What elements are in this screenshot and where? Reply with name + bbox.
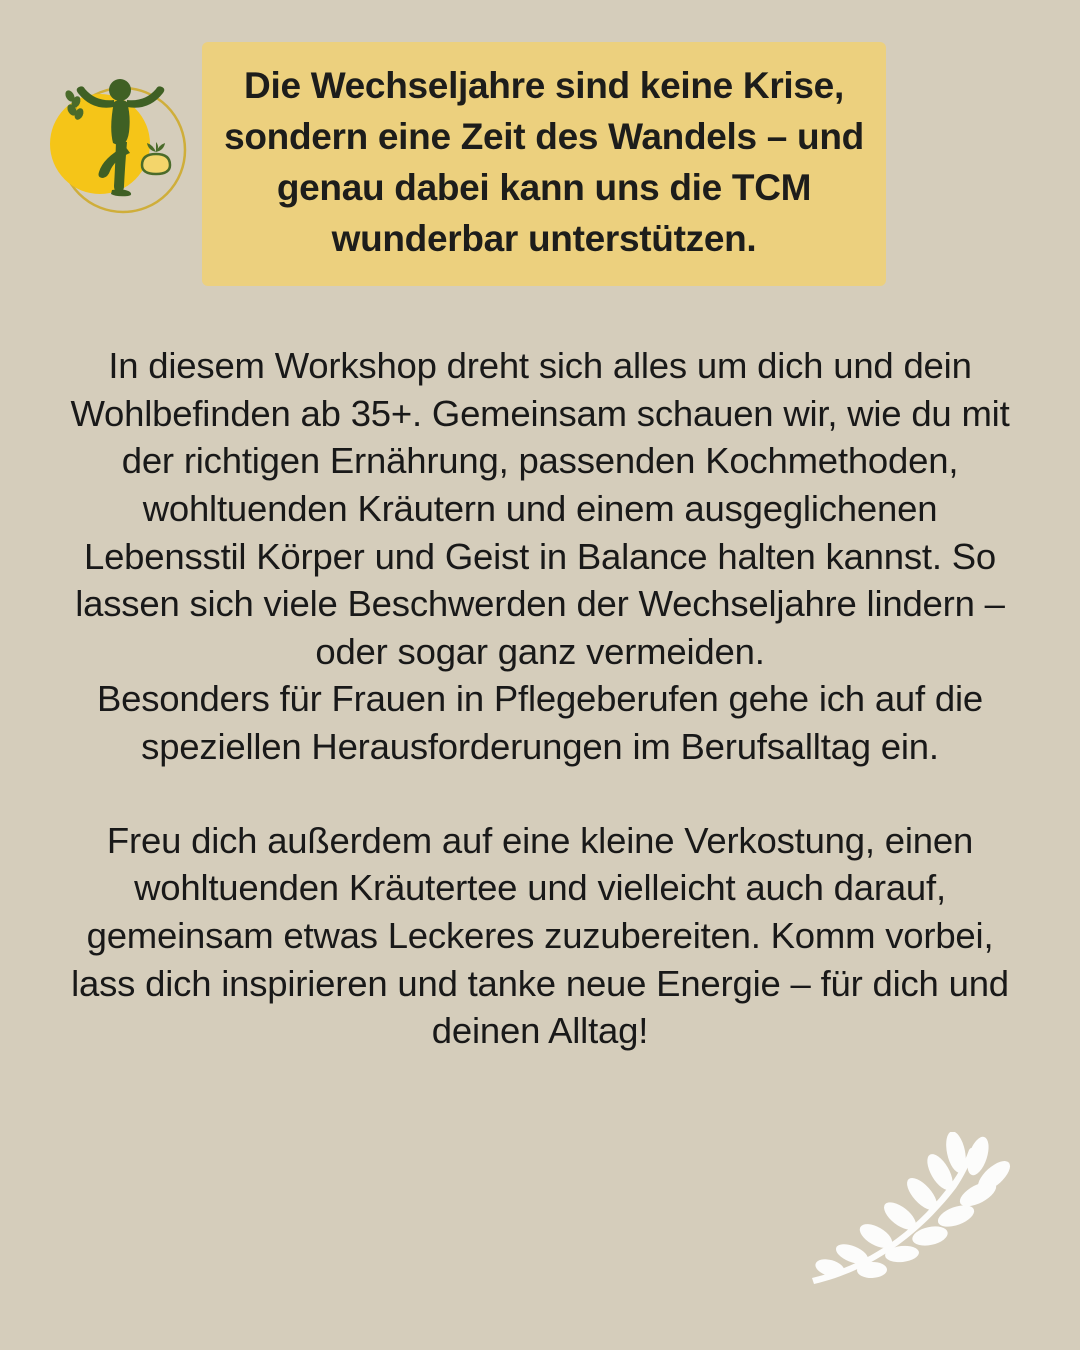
- highlight-banner: [202, 42, 886, 286]
- leaf-branch-icon: [806, 1132, 1036, 1292]
- body-copy: [58, 342, 1022, 1055]
- banner-text: Die Wechseljahre sind keine Krise, sondern eine Zeit des Wandels – und genau dabei kann uns die TCM wunderbar unterstützen.: [224, 65, 864, 260]
- tcm-yoga-logo: [28, 62, 198, 232]
- paragraph-care-professionals: Besonders für Frauen in Pflegeberufen gehe ich auf die speziellen Herausforderungen im Berufsalltag ein.: [96, 678, 984, 767]
- paragraph-tasting-invitation: Freu dich außerdem auf eine kleine Verkostung, einen wohltuenden Kräutertee und vielleicht auch darauf, gemeinsam etwas Leckeres zuzubereiten. Komm vorbei, lass dich inspirieren und tanke neue Energie – für dich und deinen Alltag!: [71, 819, 1009, 1052]
- paragraph-workshop-intro: In diesem Workshop dreht sich alles um dich und dein Wohlbefinden ab 35+. Gemeinsam schauen wir, wie du mit der richtigen Ernährung, passenden Kochmethoden, wohltuenden Kräutern und einem ausgeglichenen Lebensstil Körper und Geist in Balance halten kannst. So lassen sich viele Beschwerden der Wechseljahre lindern – oder sogar ganz vermeiden.: [70, 345, 1010, 672]
- paragraph-spacer: [58, 771, 1022, 817]
